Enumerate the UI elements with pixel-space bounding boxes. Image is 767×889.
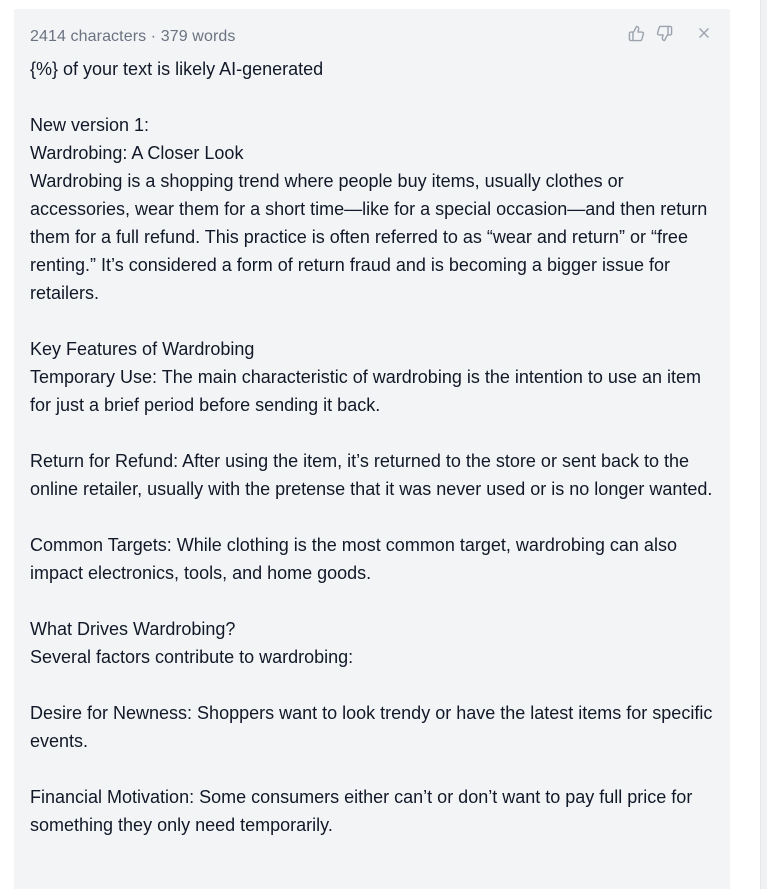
thumbs-up-icon[interactable] [626,23,646,43]
character-count: 2414 characters [30,28,147,45]
spacer [30,83,714,111]
features-heading: Key Features of Wardrobing [30,339,255,359]
intro-paragraph: Wardrobing is a shopping trend where people buy items, usually clothes or accessories, wear them for a short time—like for a special occasion—and then return them for a full refund. This practice is often referred to as “wear and return” or “free renting.” It’s considered a form of return fraud and is becoming a bigger issue for retailers. [30,171,708,303]
spacer [30,587,714,615]
feedback-actions [626,23,714,43]
thumbs-down-icon[interactable] [654,23,674,43]
text-stats [30,28,236,46]
spacer [30,307,714,335]
spacer [30,755,714,783]
drivers-intro: Several factors contribute to wardrobing: [30,647,354,667]
scrollbar-track[interactable] [760,0,767,889]
word-count: 379 words [160,28,236,45]
generated-text [30,55,714,839]
feature-temporary-use: Temporary Use: The main characteristic of wardrobing is the intention to use an item for just a brief period before sending it back. [30,367,701,415]
driver-desire-for-newness: Desire for Newness: Shoppers want to look trendy or have the latest items for specific events. [30,703,713,751]
stats-separator: · [146,28,161,45]
drivers-heading: What Drives Wardrobing? [30,619,236,639]
panel-header [30,27,714,47]
version-label: New version 1: [30,115,150,135]
spacer [30,503,714,531]
driver-financial-motivation: Financial Motivation: Some consumers either can’t or don’t want to pay full price for something they only need temporarily. [30,787,693,835]
ai-headline: {%} of your text is likely AI-generated [30,59,324,79]
feature-return-for-refund: Return for Refund: After using the item, it’s returned to the store or sent back to the online retailer, usually with the pretense that it was never used or is no longer wanted. [30,451,713,499]
close-icon[interactable] [694,23,714,43]
spacer [30,419,714,447]
feature-common-targets: Common Targets: While clothing is the most common target, wardrobing can also impact electronics, tools, and home goods. [30,535,677,583]
spacer [30,671,714,699]
result-panel [14,9,730,889]
article-title: Wardrobing: A Closer Look [30,143,244,163]
